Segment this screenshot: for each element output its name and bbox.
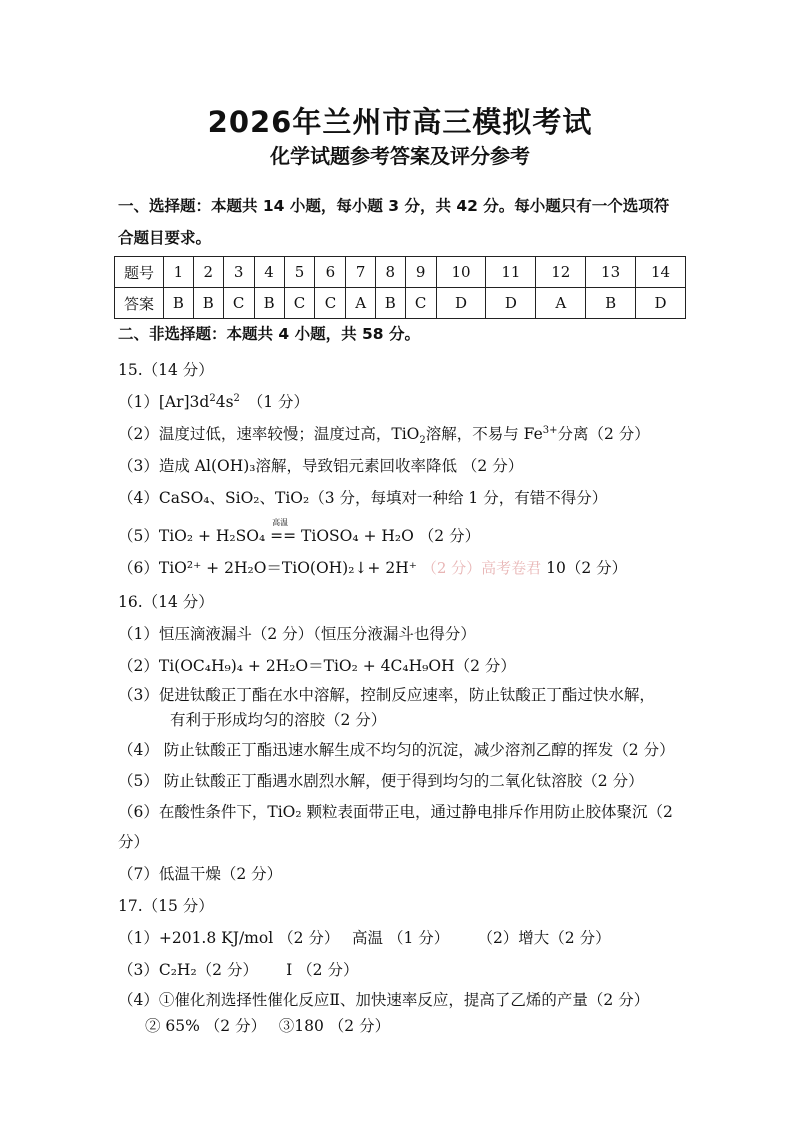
table-cell: 4: [254, 257, 284, 288]
table-cell: C: [405, 288, 436, 319]
table-cell: B: [375, 288, 405, 319]
q17-part4-cont: ② 65% （2 分） ③180 （2 分）: [145, 1017, 391, 1035]
q16-heading: 16.（14 分）: [118, 593, 214, 611]
superscript: 2: [209, 392, 216, 404]
q17-part3: （3）C₂H₂（2 分） I （2 分）: [118, 961, 359, 979]
table-cell: A: [346, 288, 375, 319]
q15-part1-text2: 4s: [215, 393, 234, 411]
q16-part6: （6）在酸性条件下，TiO₂ 颗粒表面带正电，通过静电排斥作用防止胶体聚沉（2: [118, 803, 673, 821]
q15-part1-score: （1 分）: [255, 393, 309, 411]
reaction-condition: 高温: [272, 518, 289, 527]
q15-part1: [118, 390, 309, 412]
page-title: 2026年兰州市高三模拟考试: [207, 105, 593, 139]
q15-part3: （3）造成 Al(OH)₃溶解，导致铝元素回收率降低 （2 分）: [118, 457, 524, 475]
q15-heading: 15.（14 分）: [118, 361, 214, 379]
q15-part1-text: （1）[Ar]3d: [118, 393, 210, 411]
table-cell: 7: [346, 257, 375, 288]
q16-part1: （1）恒压滴液漏斗（2 分）（恒压分液漏斗也得分）: [118, 625, 476, 643]
row-label-answer: 答案: [115, 288, 164, 319]
q15-part6-text2: 10（2 分）: [546, 559, 628, 577]
table-cell: B: [164, 288, 194, 319]
table-row-numbers: [115, 257, 686, 288]
q16-part2: （2）Ti(OC₄H₉)₄ + 2H₂O＝TiO₂ + 4C₄H₉OH（2 分）: [118, 657, 516, 675]
q16-part7: （7）低温干燥（2 分）: [118, 865, 283, 883]
subscript: 2: [419, 435, 426, 447]
table-row-answers: [115, 288, 686, 319]
table-cell: B: [254, 288, 284, 319]
q15-part4: （4）CaSO₄、SiO₂、TiO₂（3 分，每填对一种给 1 分，有错不得分）: [118, 489, 608, 507]
table-cell: D: [486, 288, 536, 319]
q15-part5-text: （5）TiO₂ + H₂SO₄: [118, 527, 271, 545]
row-label-number: 题号: [115, 257, 164, 288]
section1-heading: 一、选择题：本题共 14 小题，每小题 3 分，共 42 分。每小题只有一个选项符: [118, 197, 670, 215]
q17-part4: （4）①催化剂选择性催化反应Ⅱ、加快速率反应，提高了乙烯的产量（2 分）: [118, 991, 650, 1009]
table-cell: D: [636, 288, 686, 319]
table-cell: C: [223, 288, 254, 319]
table-cell: B: [193, 288, 223, 319]
q16-part4: （4） 防止钛酸正丁酯迅速水解生成不均匀的沉淀，减少溶剂乙醇的挥发（2 分）: [118, 741, 675, 759]
q15-part6-text: （6）TiO²⁺ + 2H₂O＝TiO(OH)₂↓+ 2H⁺: [118, 559, 417, 577]
table-cell: C: [284, 288, 315, 319]
section2-heading: 二、非选择题：本题共 4 小题，共 58 分。: [118, 325, 420, 343]
page-subtitle: 化学试题参考答案及评分参考: [270, 144, 530, 168]
answer-table: [114, 256, 686, 319]
table-cell: D: [436, 288, 486, 319]
table-cell: 12: [536, 257, 586, 288]
table-cell: 2: [193, 257, 223, 288]
q15-part2: [118, 422, 650, 446]
table-cell: 8: [375, 257, 405, 288]
section1-heading-cont: 合题目要求。: [118, 229, 212, 247]
equals-sign: ==: [270, 527, 297, 545]
q15-part2-text: （2）温度过低，速率较慢；温度过高，TiO: [118, 425, 420, 443]
q16-part6-cont: 分）: [118, 833, 150, 851]
reaction-equals: [270, 518, 297, 545]
superscript: 3+: [542, 424, 558, 436]
table-cell: C: [315, 288, 346, 319]
q16-part5: （5） 防止钛酸正丁酯遇水剧烈水解，便于得到均匀的二氧化钛溶胶（2 分）: [118, 772, 644, 790]
superscript: 2: [233, 392, 240, 404]
table-cell: 14: [636, 257, 686, 288]
table-cell: 6: [315, 257, 346, 288]
table-cell: 13: [586, 257, 636, 288]
q16-part3: （3）促进钛酸正丁酯在水中溶解，控制反应速率，防止钛酸正丁酯过快水解，: [118, 686, 655, 704]
q15-part2-score: 分离（2 分）: [557, 425, 650, 443]
q15-part5-text2: TiOSO₄ + H₂O （2 分）: [296, 527, 481, 545]
q17-part1: （1）+201.8 KJ/mol （2 分） 高温 （1 分） （2）增大（2 分）: [118, 929, 611, 947]
q15-part5: [118, 518, 481, 546]
q15-part2-text2: 溶解，不易与 Fe: [425, 425, 543, 443]
table-cell: 11: [486, 257, 536, 288]
watermark-text: （2 分）高考卷君: [421, 559, 542, 577]
table-cell: 9: [405, 257, 436, 288]
table-cell: 10: [436, 257, 486, 288]
table-cell: A: [536, 288, 586, 319]
table-cell: 3: [223, 257, 254, 288]
q17-heading: 17.（15 分）: [118, 897, 214, 915]
q16-part3-cont: 有利于形成均匀的溶胶（2 分）: [170, 711, 387, 729]
table-cell: 5: [284, 257, 315, 288]
table-cell: 1: [164, 257, 194, 288]
q15-part6: [118, 556, 627, 578]
table-cell: B: [586, 288, 636, 319]
